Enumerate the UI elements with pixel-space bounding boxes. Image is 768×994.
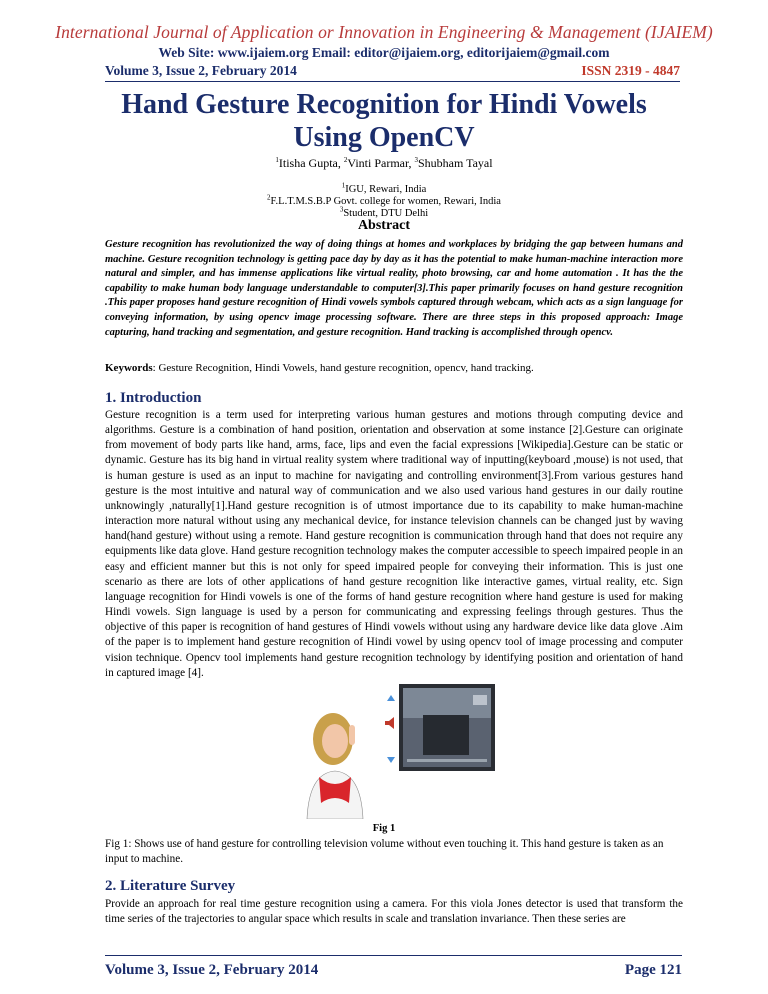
authors — [0, 156, 768, 171]
figure-label: Fig 1 — [372, 823, 396, 834]
author-name: Itisha Gupta, — [278, 156, 344, 170]
person-face — [322, 724, 348, 758]
footer-volume-issue: Volume 3, Issue 2, February 2014 — [105, 962, 319, 978]
paper-title-line-2: Using OpenCV — [293, 122, 475, 153]
affiliation-text: Student, DTU Delhi — [343, 208, 429, 219]
person-hand — [349, 725, 355, 745]
figure-hand-gesture-tv — [303, 681, 495, 819]
tv-menu-icon — [473, 695, 487, 705]
abstract-heading: Abstract — [357, 218, 411, 233]
paper-title-line-1: Hand Gesture Recognition for Hindi Vowels — [121, 89, 647, 120]
affiliation-sup: 1 — [341, 181, 346, 190]
tv-scene-figure — [423, 715, 469, 755]
affiliation — [0, 193, 768, 207]
volume-issn-row — [105, 63, 680, 82]
affiliation-text: IGU, Rewari, India — [345, 184, 427, 195]
journal-title: International Journal of Application or Innovation in Engineering & Management (IJAIEM) — [55, 22, 713, 42]
author-sup: 3 — [414, 156, 418, 164]
affiliation — [0, 181, 768, 195]
figure-caption: Fig 1: Shows use of hand gesture for controlling television volume without even touching it. This hand gesture is taken as an input to machine. — [105, 838, 664, 865]
author-sup: 2 — [343, 156, 348, 164]
issn: ISSN 2319 - 4847 — [581, 63, 680, 78]
author-name: Shubham Tayal — [418, 156, 493, 170]
section-heading-introduction: 1. Introduction — [105, 390, 202, 406]
page-number: Page 121 — [624, 962, 682, 978]
header-volume-issue: Volume 3, Issue 2, February 2014 — [105, 63, 297, 78]
abstract-text: Gesture recognition has revolutionized the way of doing things at homes and workplaces by bridging the gap between humans and machine. Gesture recognition technology is getting pace day by day as it has the potential to make human-machine interaction more natural and simpler, and has immense applications like virtual reality, photo browsing, car and home automation . It has the the capability to make human body language understandable to computer[3].This paper primarily focuses on hand gesture recognition .This paper proposes hand gesture recognition of Hindi vowels symbols captured through webcam, which acts as a sign language for conveying information, by using opencv image processing software. There are three steps in this proposed approach: Image capturing, hand tracking and segmentation, and gesture recognition. Hand tracking is accomplished through opencv. — [105, 239, 683, 338]
affiliation-sup: 3 — [339, 205, 344, 214]
introduction-text: Gesture recognition is a term used for interpreting various human gestures and motions through computing device and algorithms. Gesture is a combination of hand position, orientation and observation at some instance [2].Gesture can originate from movement of body parts like hand, arms, face, lips and even the facial expressions [Wikipedia].Gesture can be static or dynamic. Gesture has its big hand in virtual reality system where traditional way of inputting(keyboard ,mouse) is not used, that is human gesture is used as an input to machine for navigating and controlling environment[3].From various gestures hand gesture is the most intuitive and natural way of communication and we also used various hand gestures in our daily routine unknowingly ,naturally[1].Hand gesture recognition is of utmost importance due to its capability to make human-machine interaction more natural without using any mechanical device, for instance television channels can be changed just by waving hand(hand gesture) without using a remote. Hand gesture recognition is communication through hand that does not require any equipments like data glove. Hand gesture recognition technology makes the computer accessible to speech impaired people in an easy and efficient manner but this is not only for speed impaired people for conveying their information. This is just one scenario as there are lots of other applications of hand gesture recognition like interactive games, virtual reality, etc. Sign language recognition for Hindi vowels is one of the forms of hand gesture recognition where hand gesture is used for making Hindi vowels. Sign language is used by a person for communicating and expressing feelings through gestures. Thus the objective of this paper is recognition of hand gestures of Hindi vowels without using any hardware device like data glove .Aim of the paper is to implement hand gesture recognition of Hindi vowel by using opencv tool of image processing and computer vision technique. Opencv tool implements hand gesture recognition technology by identifying position and orientation of hand in captured image [4]. — [105, 409, 683, 679]
keywords-label: Keywords — [105, 362, 153, 374]
speaker-icon — [385, 717, 394, 729]
affiliation-sup: 2 — [267, 193, 271, 202]
author-sup: 1 — [275, 156, 279, 164]
keywords-text: : Gesture Recognition, Hindi Vowels, hand gesture recognition, opencv, hand tracking. — [152, 362, 534, 374]
page-footer — [105, 955, 682, 976]
keywords — [105, 362, 683, 374]
literature-survey-text: Provide an approach for real time gesture recognition using a camera. For this viola Jones detector is used that transform the time series of the trajectories to angular space which results in scale and translation invariance. Then these series are — [105, 898, 683, 926]
affiliation-text: F.L.T.M.S.B.P Govt. college for women, Rewari, India — [270, 196, 501, 207]
section-heading-literature-survey: 2. Literature Survey — [105, 878, 236, 894]
volume-down-icon — [387, 757, 395, 763]
volume-up-icon — [387, 695, 395, 701]
author-name: Vinti Parmar, — [347, 156, 415, 170]
paper-title — [0, 88, 768, 154]
website-email-line: Web Site: www.ijaiem.org Email: editor@ijaiem.org, editorijaiem@gmail.com — [158, 45, 610, 60]
tv-progress-bar — [407, 759, 487, 762]
